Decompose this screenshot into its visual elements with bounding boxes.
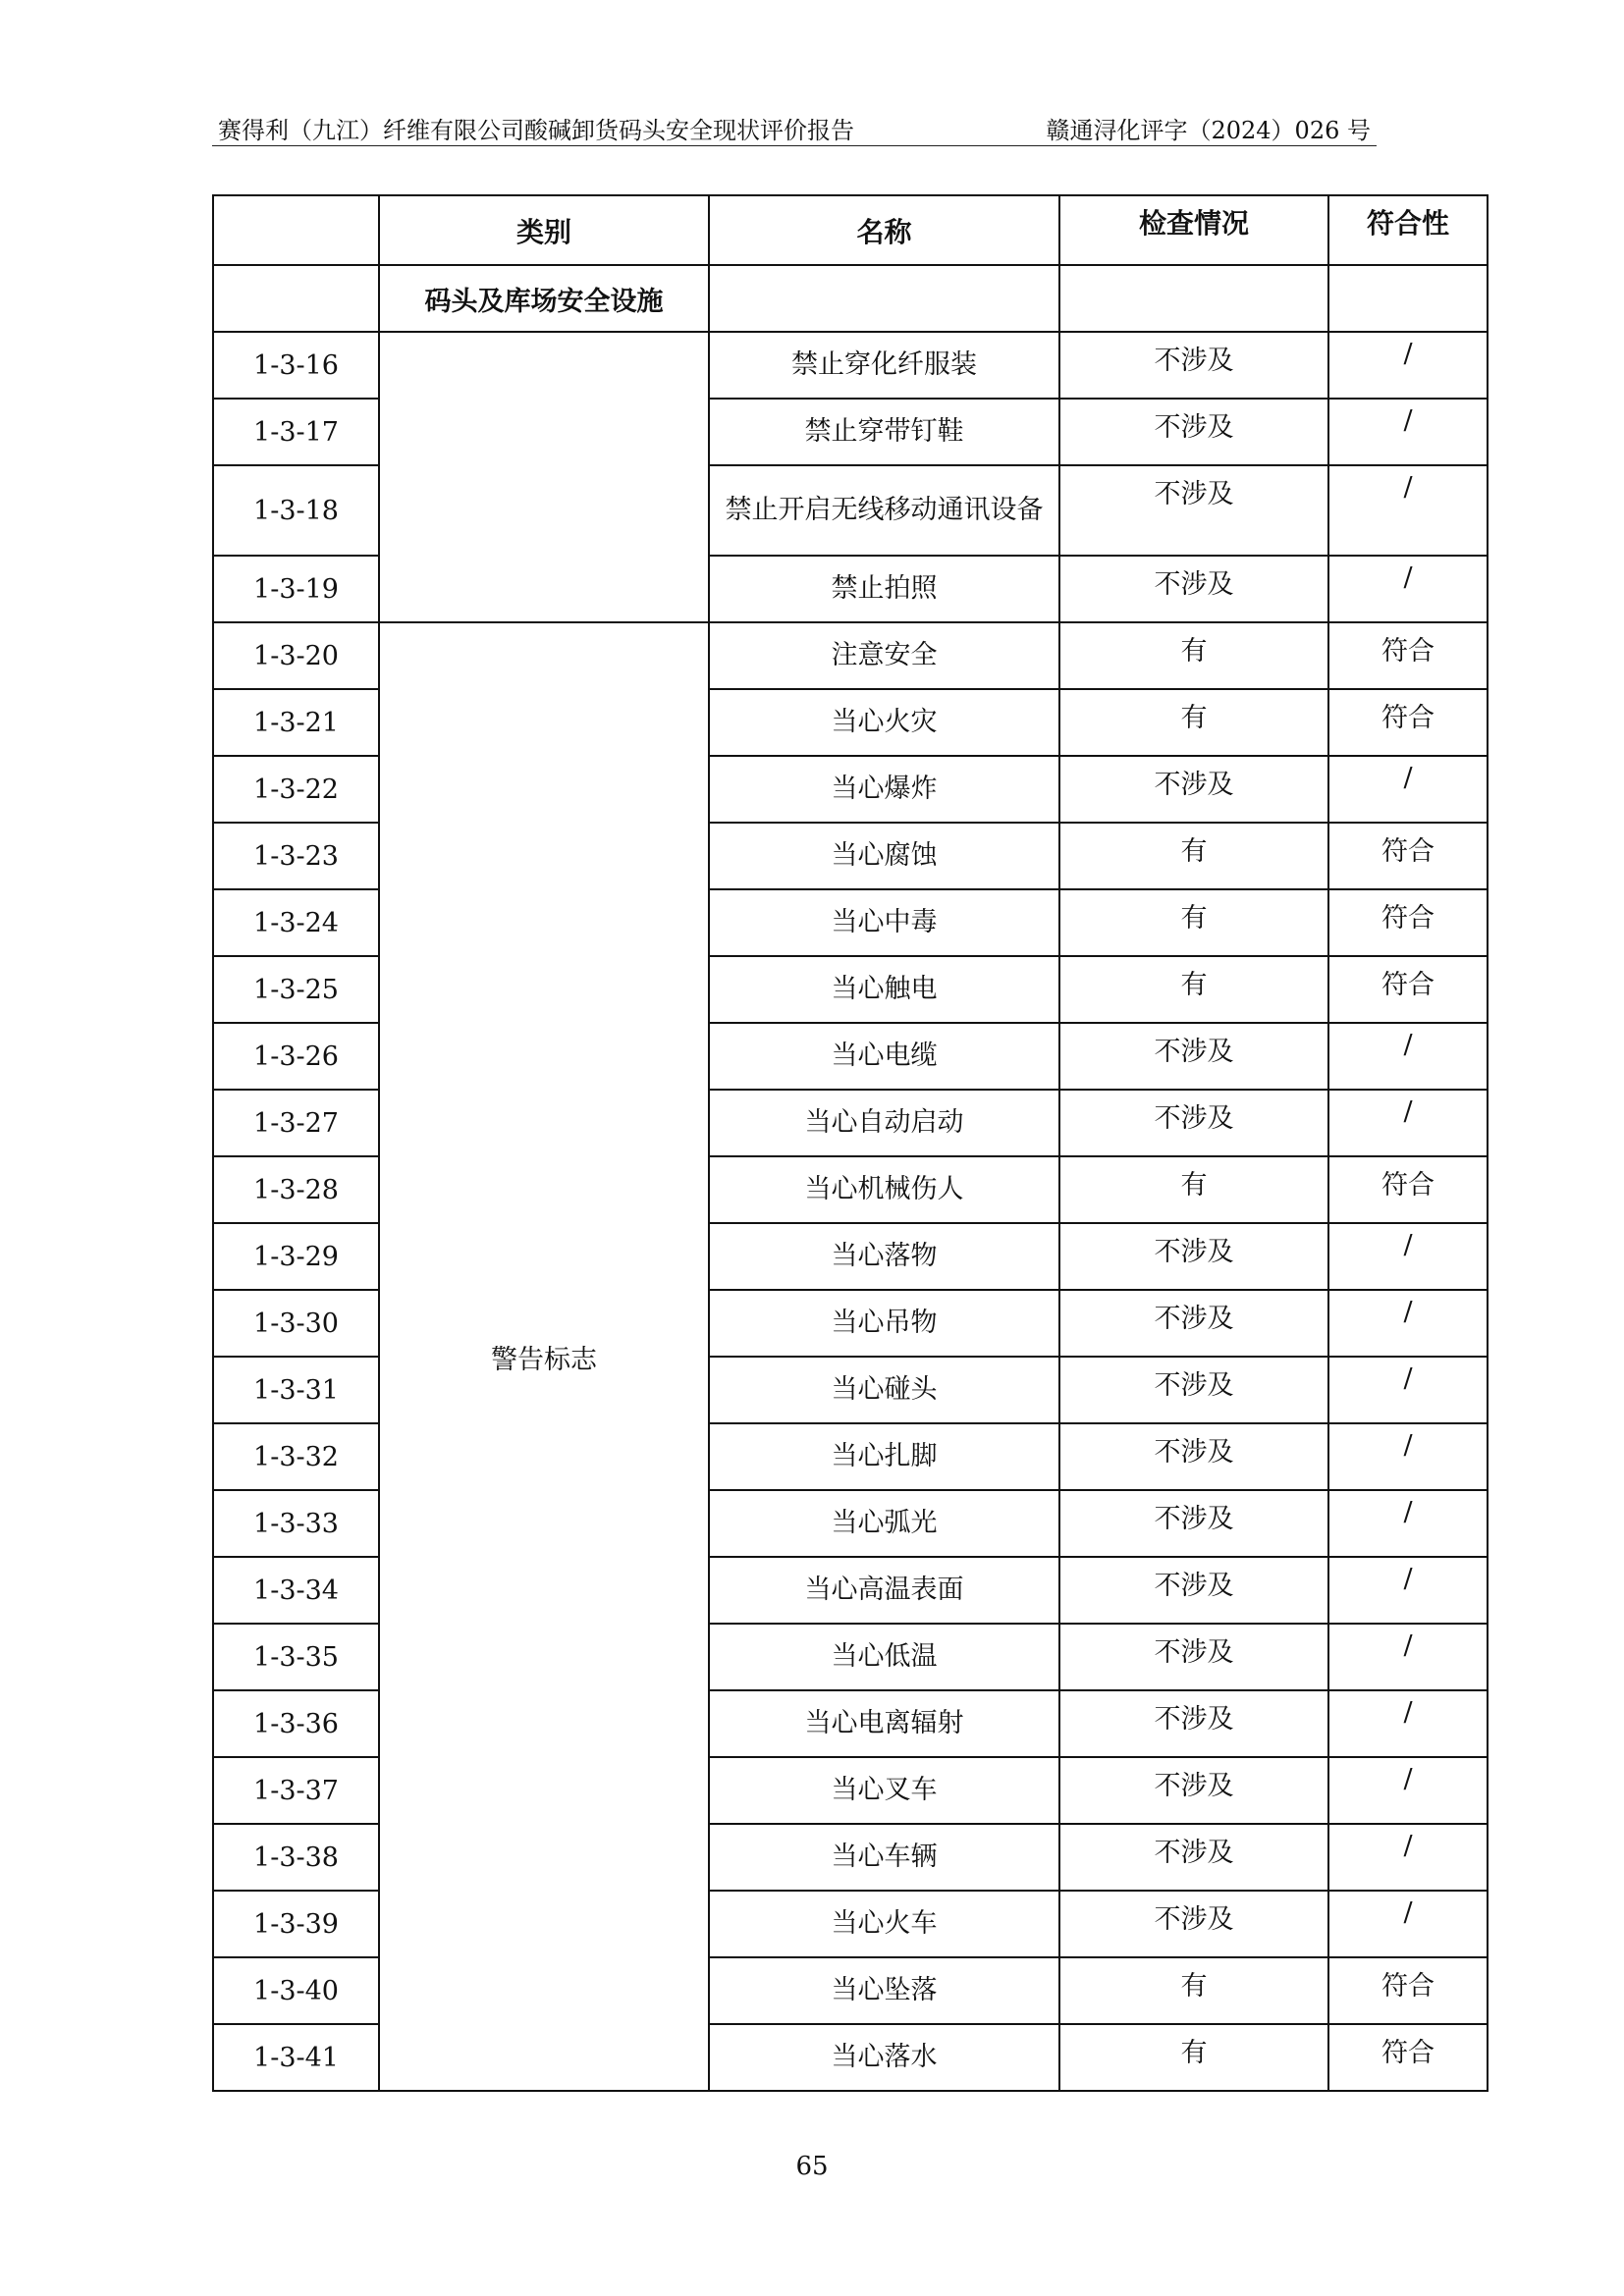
page-header: [212, 116, 1377, 146]
row-compliance: 符合: [1328, 2024, 1488, 2091]
page-number: 65: [795, 2152, 829, 2181]
row-name: 当心落水: [709, 2024, 1059, 2091]
row-check-status: 不涉及: [1059, 1090, 1328, 1156]
row-name: 当心碰头: [709, 1357, 1059, 1423]
row-check-status: 有: [1059, 1156, 1328, 1223]
row-name: 当心火车: [709, 1891, 1059, 1957]
row-id: 1-3-33: [213, 1490, 379, 1557]
section-row: [213, 265, 1488, 332]
row-id: 1-3-24: [213, 889, 379, 956]
row-id: 1-3-23: [213, 823, 379, 889]
row-compliance: /: [1328, 556, 1488, 622]
row-name: 当心自动启动: [709, 1090, 1059, 1156]
row-compliance: /: [1328, 1023, 1488, 1090]
row-check-status: 不涉及: [1059, 1023, 1328, 1090]
row-compliance: /: [1328, 1891, 1488, 1957]
row-name: 当心爆炸: [709, 756, 1059, 823]
row-name: 当心车辆: [709, 1824, 1059, 1891]
row-compliance: /: [1328, 1423, 1488, 1490]
row-check-status: 不涉及: [1059, 1757, 1328, 1824]
row-id: 1-3-36: [213, 1690, 379, 1757]
row-id: 1-3-29: [213, 1223, 379, 1290]
row-id: 1-3-38: [213, 1824, 379, 1891]
row-id: 1-3-25: [213, 956, 379, 1023]
row-name: 禁止开启无线移动通讯设备: [709, 465, 1059, 556]
table-row: [213, 332, 1488, 399]
row-check-status: 有: [1059, 622, 1328, 689]
row-check-status: 有: [1059, 2024, 1328, 2091]
section-title: 码头及库场安全设施: [379, 265, 709, 332]
row-check-status: 不涉及: [1059, 1557, 1328, 1624]
row-id: 1-3-40: [213, 1957, 379, 2024]
row-id: 1-3-17: [213, 399, 379, 465]
row-check-status: 不涉及: [1059, 332, 1328, 399]
row-check-status: 不涉及: [1059, 465, 1328, 556]
row-compliance: 符合: [1328, 956, 1488, 1023]
row-name: 禁止穿化纤服装: [709, 332, 1059, 399]
row-compliance: 符合: [1328, 823, 1488, 889]
row-name: 当心吊物: [709, 1290, 1059, 1357]
row-check-status: 有: [1059, 956, 1328, 1023]
row-id: 1-3-19: [213, 556, 379, 622]
row-id: 1-3-21: [213, 689, 379, 756]
row-compliance: /: [1328, 1223, 1488, 1290]
row-name: 禁止穿带钉鞋: [709, 399, 1059, 465]
section-name-cell: [709, 265, 1059, 332]
header-report-number: 赣通浔化评字（2024）026 号: [1046, 117, 1371, 144]
row-compliance: /: [1328, 332, 1488, 399]
row-id: 1-3-41: [213, 2024, 379, 2091]
row-check-status: 有: [1059, 689, 1328, 756]
row-id: 1-3-22: [213, 756, 379, 823]
row-name: 当心坠落: [709, 1957, 1059, 2024]
column-header-compliance: 符合性: [1328, 195, 1488, 265]
inspection-table: [212, 194, 1489, 2092]
row-check-status: 有: [1059, 889, 1328, 956]
row-check-status: 不涉及: [1059, 399, 1328, 465]
column-header-check: 检查情况: [1059, 195, 1328, 265]
row-id: 1-3-34: [213, 1557, 379, 1624]
row-compliance: /: [1328, 1357, 1488, 1423]
row-compliance: /: [1328, 1290, 1488, 1357]
row-check-status: 不涉及: [1059, 1423, 1328, 1490]
row-name: 当心电缆: [709, 1023, 1059, 1090]
table-header-row: [213, 195, 1488, 265]
row-id: 1-3-35: [213, 1624, 379, 1690]
row-check-status: 有: [1059, 1957, 1328, 2024]
column-header-id: [213, 195, 379, 265]
row-name: 当心电离辐射: [709, 1690, 1059, 1757]
row-compliance: /: [1328, 1624, 1488, 1690]
section-id-cell: [213, 265, 379, 332]
row-name: 当心叉车: [709, 1757, 1059, 1824]
row-name: 当心机械伤人: [709, 1156, 1059, 1223]
category-cell-empty: [379, 332, 709, 622]
row-compliance: /: [1328, 756, 1488, 823]
row-compliance: 符合: [1328, 622, 1488, 689]
row-id: 1-3-20: [213, 622, 379, 689]
table-row: [213, 622, 1488, 689]
row-name: 当心扎脚: [709, 1423, 1059, 1490]
row-compliance: /: [1328, 465, 1488, 556]
row-check-status: 不涉及: [1059, 556, 1328, 622]
row-id: 1-3-39: [213, 1891, 379, 1957]
header-report-title: 赛得利（九江）纤维有限公司酸碱卸货码头安全现状评价报告: [218, 117, 854, 144]
section-check-cell: [1059, 265, 1328, 332]
row-id: 1-3-30: [213, 1290, 379, 1357]
row-compliance: /: [1328, 1557, 1488, 1624]
row-check-status: 不涉及: [1059, 1490, 1328, 1557]
row-check-status: 不涉及: [1059, 1690, 1328, 1757]
row-check-status: 不涉及: [1059, 756, 1328, 823]
row-compliance: /: [1328, 1757, 1488, 1824]
row-id: 1-3-16: [213, 332, 379, 399]
row-compliance: 符合: [1328, 889, 1488, 956]
row-check-status: 不涉及: [1059, 1223, 1328, 1290]
column-header-category: 类别: [379, 195, 709, 265]
row-check-status: 不涉及: [1059, 1624, 1328, 1690]
row-compliance: 符合: [1328, 1957, 1488, 2024]
row-check-status: 不涉及: [1059, 1891, 1328, 1957]
row-compliance: /: [1328, 1090, 1488, 1156]
row-check-status: 不涉及: [1059, 1290, 1328, 1357]
column-header-name: 名称: [709, 195, 1059, 265]
row-id: 1-3-37: [213, 1757, 379, 1824]
row-compliance: /: [1328, 1490, 1488, 1557]
row-id: 1-3-31: [213, 1357, 379, 1423]
row-name: 当心火灾: [709, 689, 1059, 756]
row-name: 当心落物: [709, 1223, 1059, 1290]
row-id: 1-3-32: [213, 1423, 379, 1490]
row-id: 1-3-27: [213, 1090, 379, 1156]
section-compliance-cell: [1328, 265, 1488, 332]
row-name: 当心中毒: [709, 889, 1059, 956]
row-compliance: /: [1328, 399, 1488, 465]
row-check-status: 有: [1059, 823, 1328, 889]
row-check-status: 不涉及: [1059, 1357, 1328, 1423]
row-compliance: /: [1328, 1690, 1488, 1757]
row-id: 1-3-28: [213, 1156, 379, 1223]
row-name: 禁止拍照: [709, 556, 1059, 622]
row-name: 当心弧光: [709, 1490, 1059, 1557]
row-id: 1-3-18: [213, 465, 379, 556]
row-check-status: 不涉及: [1059, 1824, 1328, 1891]
category-warning-signs: 警告标志: [379, 622, 709, 2091]
row-compliance: 符合: [1328, 1156, 1488, 1223]
row-name: 注意安全: [709, 622, 1059, 689]
row-compliance: 符合: [1328, 689, 1488, 756]
row-id: 1-3-26: [213, 1023, 379, 1090]
row-name: 当心低温: [709, 1624, 1059, 1690]
row-name: 当心腐蚀: [709, 823, 1059, 889]
row-compliance: /: [1328, 1824, 1488, 1891]
row-name: 当心高温表面: [709, 1557, 1059, 1624]
row-name: 当心触电: [709, 956, 1059, 1023]
